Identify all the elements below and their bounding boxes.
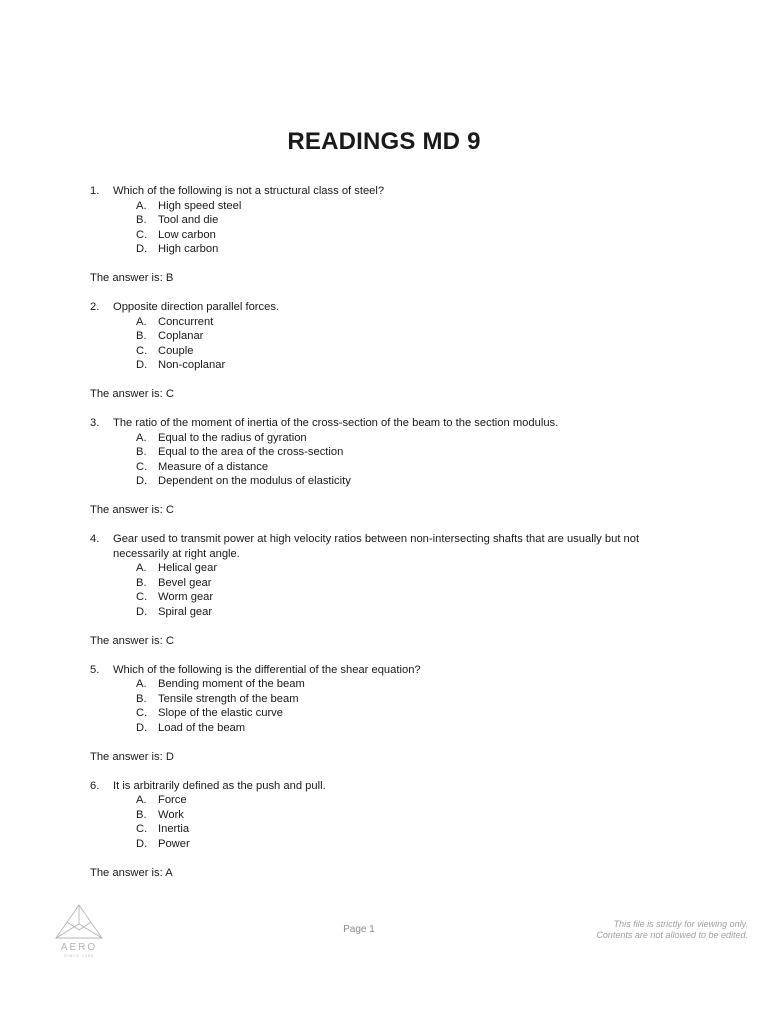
option-letter: D. bbox=[136, 475, 148, 487]
option-text: Bevel gear bbox=[158, 576, 212, 589]
option-letter: B. bbox=[136, 214, 147, 226]
option-item bbox=[0, 242, 768, 257]
viewing-notice bbox=[596, 919, 748, 941]
page-number: Page 1 bbox=[343, 924, 375, 935]
option-item bbox=[0, 576, 768, 591]
option-letter: B. bbox=[136, 330, 147, 342]
option-letter: D. bbox=[136, 243, 148, 255]
question-number: 4. bbox=[90, 533, 100, 545]
option-letter: D. bbox=[136, 837, 148, 850]
question-text: The ratio of the moment of inertia of the cross-section of the beam to the section modulus. bbox=[113, 417, 559, 429]
question-stem bbox=[0, 532, 768, 561]
option-item bbox=[0, 315, 768, 330]
question-item bbox=[0, 184, 768, 286]
option-item bbox=[0, 808, 768, 823]
option-letter: A. bbox=[136, 431, 147, 444]
option-text: Power bbox=[158, 837, 190, 850]
answer-line: The answer is: C bbox=[90, 504, 174, 516]
option-letter: B. bbox=[136, 576, 147, 589]
option-letter: A. bbox=[136, 794, 147, 806]
option-text: Slope of the elastic curve bbox=[158, 707, 283, 719]
option-text: High speed steel bbox=[158, 199, 242, 212]
option-text: High carbon bbox=[158, 243, 219, 255]
notice-line-1: This file is strictly for viewing only. bbox=[613, 919, 748, 929]
option-text: Non-coplanar bbox=[158, 359, 226, 371]
option-letter: B. bbox=[136, 808, 147, 821]
answer-line: The answer is: C bbox=[90, 634, 174, 647]
question-number: 3. bbox=[90, 417, 100, 429]
option-letter: D. bbox=[136, 605, 148, 618]
option-letter: A. bbox=[136, 678, 147, 690]
option-letter: C. bbox=[136, 591, 148, 603]
question-number: 6. bbox=[90, 779, 100, 792]
option-text: Concurrent bbox=[158, 315, 214, 328]
option-item bbox=[0, 199, 768, 214]
option-text: Helical gear bbox=[158, 562, 218, 574]
question-text: Gear used to transmit power at high velocity ratios between non-intersecting shafts that are usually but not necessarily at right angle. bbox=[113, 533, 640, 560]
option-item bbox=[0, 474, 768, 489]
question-stem bbox=[0, 779, 768, 794]
option-letter: A. bbox=[136, 199, 147, 212]
answer-line: The answer is: D bbox=[90, 750, 174, 763]
option-letter: D. bbox=[136, 721, 148, 734]
question-item bbox=[0, 300, 768, 402]
logo-subtext: SINCE 1985 bbox=[64, 954, 94, 958]
option-letter: B. bbox=[136, 692, 147, 705]
option-letter: C. bbox=[136, 823, 148, 835]
question-stem bbox=[0, 416, 768, 431]
question-number: 2. bbox=[90, 301, 100, 313]
question-text: Opposite direction parallel forces. bbox=[113, 301, 280, 313]
option-letter: C. bbox=[136, 344, 148, 357]
option-text: Measure of a distance bbox=[158, 460, 269, 473]
option-text: Tensile strength of the beam bbox=[158, 692, 299, 705]
option-item bbox=[0, 228, 768, 243]
page-title: READINGS MD 9 bbox=[287, 128, 481, 155]
option-item bbox=[0, 605, 768, 620]
option-text: Force bbox=[158, 794, 187, 806]
option-item bbox=[0, 213, 768, 228]
question-number: 5. bbox=[90, 663, 100, 676]
option-letter: C. bbox=[136, 228, 148, 241]
option-text: Worm gear bbox=[158, 591, 214, 603]
logo-text: AERO bbox=[60, 942, 98, 953]
option-letter: C. bbox=[136, 707, 148, 719]
option-letter: B. bbox=[136, 446, 147, 458]
option-item bbox=[0, 329, 768, 344]
option-item bbox=[0, 445, 768, 460]
option-item bbox=[0, 561, 768, 576]
option-text: Spiral gear bbox=[158, 605, 213, 618]
question-item bbox=[0, 532, 768, 648]
question-stem bbox=[0, 300, 768, 315]
question-item bbox=[0, 416, 768, 518]
option-item bbox=[0, 358, 768, 373]
option-item bbox=[0, 677, 768, 692]
option-item bbox=[0, 706, 768, 721]
question-list bbox=[0, 184, 768, 895]
option-item bbox=[0, 590, 768, 605]
question-item bbox=[0, 779, 768, 881]
option-text: Inertia bbox=[158, 823, 190, 835]
option-item bbox=[0, 460, 768, 475]
question-stem bbox=[0, 663, 768, 678]
option-text: Low carbon bbox=[158, 228, 216, 241]
option-item bbox=[0, 431, 768, 446]
option-text: Couple bbox=[158, 344, 194, 357]
option-item bbox=[0, 721, 768, 736]
option-text: Load of the beam bbox=[158, 721, 246, 734]
option-text: Bending moment of the beam bbox=[158, 678, 305, 690]
question-stem bbox=[0, 184, 768, 199]
answer-line: The answer is: A bbox=[90, 866, 173, 879]
option-text: Equal to the area of the cross-section bbox=[158, 446, 344, 458]
option-letter: A. bbox=[136, 315, 147, 328]
option-text: Equal to the radius of gyration bbox=[158, 431, 307, 444]
option-text: Dependent on the modulus of elasticity bbox=[158, 475, 351, 487]
answer-line: The answer is: B bbox=[90, 272, 174, 284]
notice-line-2: Contents are not allowed to be edited. bbox=[596, 930, 748, 940]
question-text: It is arbitrarily defined as the push and pull. bbox=[113, 779, 326, 792]
option-item bbox=[0, 692, 768, 707]
option-letter: A. bbox=[136, 562, 147, 574]
option-item bbox=[0, 837, 768, 852]
option-text: Work bbox=[158, 808, 184, 821]
option-text: Coplanar bbox=[158, 330, 204, 342]
answer-line: The answer is: C bbox=[90, 388, 174, 400]
option-item bbox=[0, 793, 768, 808]
option-letter: C. bbox=[136, 460, 148, 473]
question-item bbox=[0, 663, 768, 765]
question-text: Which of the following is not a structural class of steel? bbox=[113, 185, 385, 197]
question-text: Which of the following is the differential of the shear equation? bbox=[113, 663, 421, 676]
option-item bbox=[0, 344, 768, 359]
option-text: Tool and die bbox=[158, 214, 219, 226]
question-number: 1. bbox=[90, 185, 100, 197]
option-letter: D. bbox=[136, 359, 148, 371]
option-item bbox=[0, 822, 768, 837]
